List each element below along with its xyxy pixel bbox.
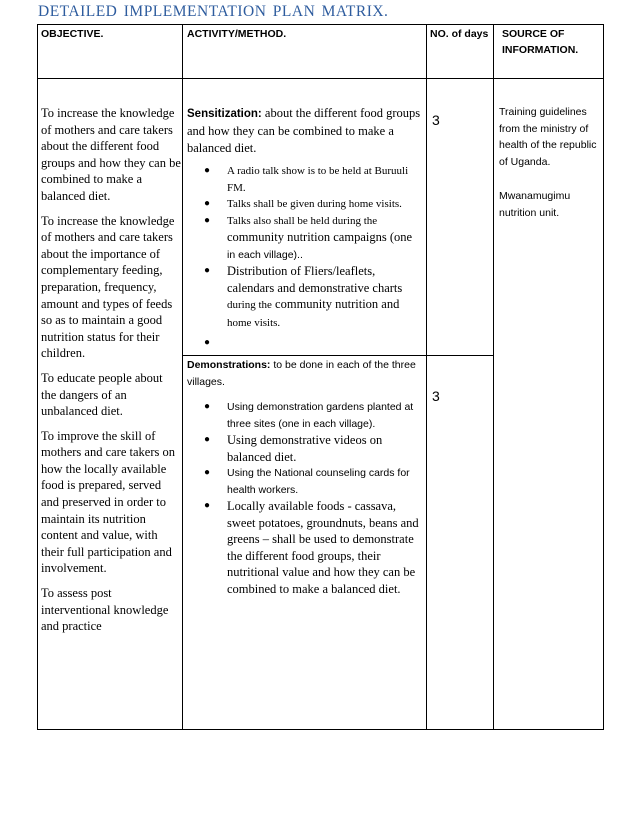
- demonstrations-bullets: [187, 399, 423, 597]
- bullet-icon: ●: [204, 214, 211, 226]
- sensitization-label: Sensitization:: [187, 108, 262, 120]
- table-header-divider: [37, 78, 604, 79]
- list-item: ● Using the National counseling cards for health workers.: [204, 467, 410, 496]
- list-item: ● Distribution of Fliers/leaflets, calendars and demonstrative charts during the community nutrition and home visits.: [204, 264, 403, 329]
- list-item: ● Using demonstration gardens planted at three sites (one in each village).: [204, 401, 414, 430]
- list-item: ● Locally available foods - cassava, sweet potatoes, groundnuts, beans and greens – shall be used to demonstrate the different food groups, their nutritional value and how they can be combined to make a balanced diet.: [204, 499, 419, 596]
- header-activity: ACTIVITY/METHOD.: [187, 28, 287, 40]
- bullet-icon: ●: [204, 165, 211, 176]
- bullet-icon: ●: [204, 401, 211, 412]
- header-source: SOURCE OF INFORMATION.: [502, 28, 579, 56]
- list-item: [187, 335, 423, 352]
- sensitization-bullets: [187, 163, 423, 352]
- objective-item: To increase the knowledge of mothers and care takers about the importance of complementary feeding, preparation, frequency, amount and types of feeds so as to maintain a good nutrition status for their children.: [41, 213, 175, 361]
- objective-item: To assess post interventional knowledge and practice: [41, 586, 169, 634]
- bullet-icon: ●: [204, 467, 211, 478]
- table-col-divider-1: [182, 24, 183, 730]
- document-title: DETAILED IMPLEMENTATION PLAN MATRIX.: [38, 3, 389, 20]
- demonstrations-days: 3: [432, 388, 440, 404]
- objective-item: To educate people about the dangers of an unbalanced diet.: [41, 370, 163, 419]
- demonstrations-heading: Demonstrations: to be done in each of the three villages.: [187, 359, 416, 388]
- bullet-icon: ●: [204, 265, 211, 276]
- bullet-icon: ●: [204, 337, 211, 348]
- source-item: Mwanamugimu nutrition unit.: [499, 190, 571, 219]
- table-border-bottom: [37, 729, 604, 730]
- header-days: NO. of days: [430, 28, 489, 40]
- demonstrations-cell: [187, 357, 423, 597]
- source-item: Training guidelines from the ministry of health of the republic of Uganda.: [499, 106, 597, 168]
- bullet-icon: ●: [204, 500, 211, 511]
- list-item: ● Using demonstrative videos on balanced diet.: [204, 433, 383, 464]
- table-border-left: [37, 24, 38, 730]
- bullet-icon: ●: [204, 198, 211, 209]
- list-item: ● Talks shall be given during home visits.: [187, 196, 423, 213]
- table-col-divider-3: [493, 24, 494, 730]
- objective-item: To increase the knowledge of mothers and care takers about the different food groups and how they can be combined to make a balanced diet.: [41, 106, 181, 203]
- table-border-top: [37, 24, 604, 25]
- sensitization-days: 3: [432, 112, 440, 128]
- table-col-divider-2: [426, 24, 427, 730]
- bullet-icon: ●: [204, 434, 211, 445]
- demonstrations-label: Demonstrations:: [187, 359, 271, 371]
- sensitization-cell: [187, 105, 423, 352]
- header-objective: OBJECTIVE.: [41, 28, 104, 40]
- table-border-right: [603, 24, 604, 730]
- objectives-cell: [41, 105, 181, 643]
- objective-item: To improve the skill of mothers and care takers on how the locally available food is prepared, served and preserved in order to maintain its nutrition content and value, with their full participation and involvement.: [41, 428, 175, 576]
- sensitization-heading: Sensitization: about the different food groups and how they can be combined to make a balanced diet.: [187, 106, 421, 155]
- list-item: ● Talks also shall be held during the community nutrition campaigns (one in each village)..: [204, 214, 413, 261]
- list-item: ● A radio talk show is to be held at Buruuli FM.: [204, 165, 409, 194]
- sources-cell: [499, 104, 601, 221]
- table-activity-row-divider: [182, 355, 494, 356]
